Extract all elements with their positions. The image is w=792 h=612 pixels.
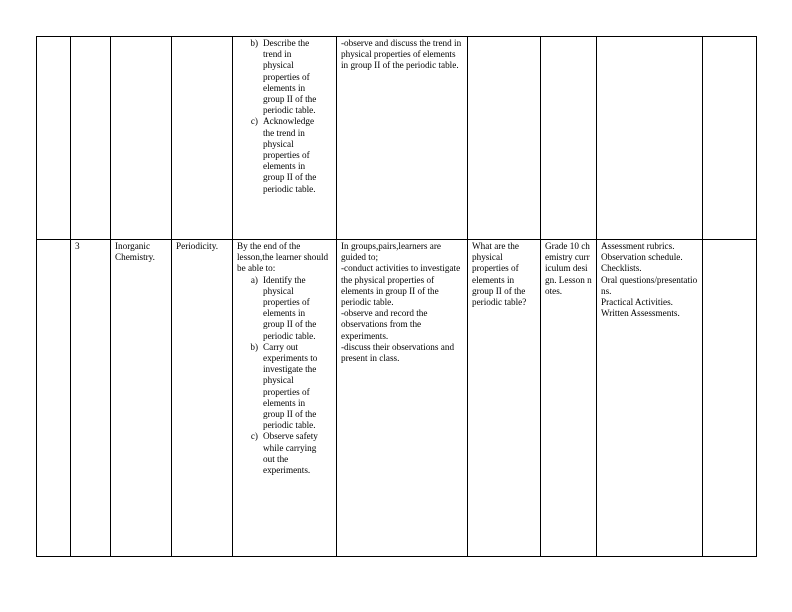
experience-line: -observe and discuss the trend in physical properties of elements in group II of the periodic table. [341, 38, 462, 71]
objective-marker: b) [250, 341, 258, 352]
experience-line: -discuss their observations and present in class. [341, 341, 455, 364]
objective-text: Identify the physical properties of elements in group II of the periodic table. [263, 274, 317, 341]
assessment-line: Observation schedule. [601, 252, 683, 263]
objectives-list [237, 275, 332, 477]
strand-cell: Inorganic Chemistry. [111, 240, 172, 557]
scheme-of-work-table [36, 36, 757, 557]
objective-marker: c) [250, 431, 258, 442]
objective-item [237, 431, 332, 476]
objective-marker: b) [250, 38, 258, 48]
inquiry-question-cell [468, 37, 541, 240]
objective-text: Describe the trend in physical properties of elements in group II of the periodic table. [263, 38, 317, 116]
experience-line: -observe and record the observations from the experiments. [341, 308, 428, 341]
resources-cell [541, 37, 597, 240]
experience-line: -conduct activities to investigate the physical properties of elements in group II of the periodic table. [341, 263, 461, 308]
assessment-line: Practical Activities. [601, 297, 673, 308]
objectives-intro: By the end of the lesson,the learner should be able to: [237, 241, 329, 274]
reflection-cell [703, 240, 757, 557]
week-cell: 3 [71, 240, 111, 557]
assessment-line: Written Assessments. [601, 308, 680, 319]
assessment-cell [597, 240, 703, 557]
assessment-line: Assessment rubrics. [601, 241, 675, 251]
objective-item [237, 116, 332, 194]
table-row [37, 240, 757, 557]
objective-text: Observe safety while carrying out the experiments. [263, 431, 318, 476]
assessment-line: Oral questions/presentations. [601, 274, 698, 296]
objective-text: Carry out experiments to investigate the physical properties of elements in group II of the periodic table. [263, 341, 318, 431]
objective-item [237, 38, 332, 116]
learning-outcomes-cell [233, 240, 337, 557]
objectives-list [237, 38, 332, 195]
week-cell [71, 37, 111, 240]
assessment-cell [597, 37, 703, 240]
substrand-cell [172, 37, 233, 240]
substrand-cell: Periodicity. [172, 240, 233, 557]
strand-cell [111, 37, 172, 240]
objective-item [237, 342, 332, 432]
inquiry-question-cell: What are the physical properties of elements in group II of the periodic table? [468, 240, 541, 557]
objective-marker: a) [250, 274, 258, 285]
objective-marker: c) [250, 116, 258, 127]
reflection-cell [703, 37, 757, 240]
resources-cell: Grade 10 chemistry curriculum design. Lesson notes. [541, 240, 597, 557]
objective-item [237, 275, 332, 342]
objective-text: Acknowledge the trend in physical properties of elements in group II of the periodic table. [263, 116, 317, 194]
learning-experiences-cell [337, 240, 468, 557]
learning-outcomes-cell [233, 37, 337, 240]
experience-line: In groups,pairs,learners are guided to; [341, 241, 441, 263]
learning-experiences-cell [337, 37, 468, 240]
table-row [37, 37, 757, 240]
cell-blank [37, 240, 71, 557]
cell-blank [37, 37, 71, 240]
assessment-line: Checklists. [601, 263, 642, 274]
